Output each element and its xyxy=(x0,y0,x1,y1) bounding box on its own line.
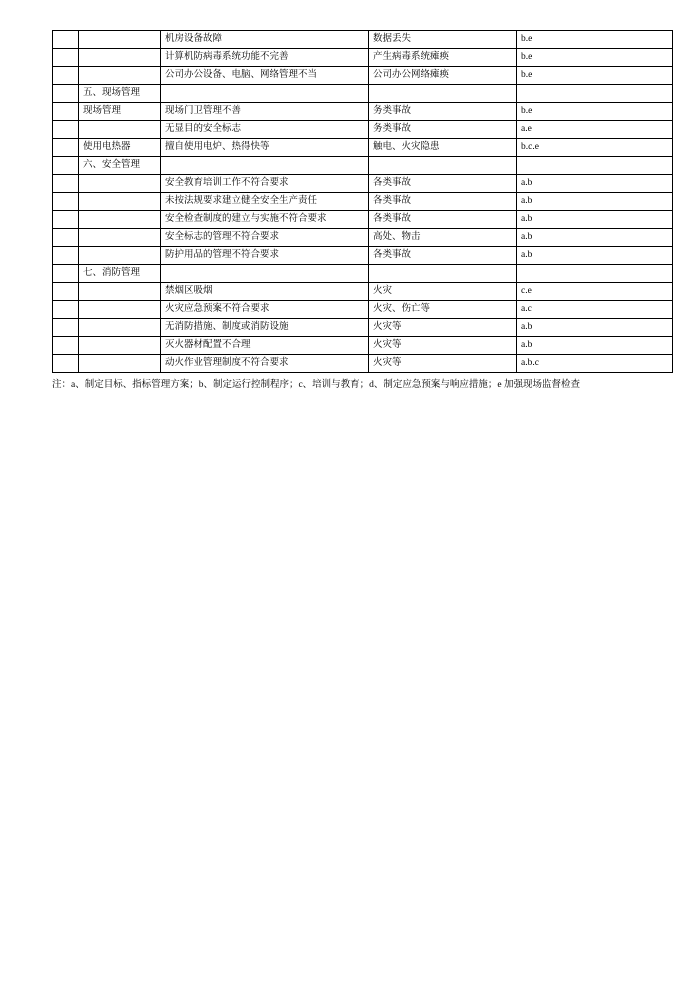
cell-consequence xyxy=(369,85,517,103)
cell-consequence: 各类事故 xyxy=(369,247,517,265)
table-row xyxy=(53,85,673,103)
cell-measures: b.c.e xyxy=(517,139,673,157)
cell-index xyxy=(53,139,79,157)
table-row xyxy=(53,337,673,355)
cell-consequence: 产生病毒系统瘫痪 xyxy=(369,49,517,67)
cell-category: 使用电热器 xyxy=(79,139,161,157)
cell-consequence: 高处、物击 xyxy=(369,229,517,247)
cell-hazard: 计算机防病毒系统功能不完善 xyxy=(161,49,369,67)
cell-hazard xyxy=(161,157,369,175)
table-row xyxy=(53,265,673,283)
cell-hazard: 无消防措施、制度或消防设施 xyxy=(161,319,369,337)
cell-index xyxy=(53,103,79,121)
table-row xyxy=(53,49,673,67)
cell-measures: b.e xyxy=(517,67,673,85)
cell-hazard xyxy=(161,265,369,283)
cell-consequence xyxy=(369,265,517,283)
cell-hazard: 机房设备故障 xyxy=(161,31,369,49)
cell-hazard: 安全教育培训工作不符合要求 xyxy=(161,175,369,193)
table-row xyxy=(53,157,673,175)
cell-consequence: 火灾等 xyxy=(369,337,517,355)
cell-hazard: 公司办公设备、电脑、网络管理不当 xyxy=(161,67,369,85)
cell-index xyxy=(53,247,79,265)
cell-index xyxy=(53,193,79,211)
cell-consequence: 各类事故 xyxy=(369,175,517,193)
cell-measures: a.b.c xyxy=(517,355,673,373)
cell-measures: a.b xyxy=(517,229,673,247)
cell-category xyxy=(79,247,161,265)
cell-index xyxy=(53,283,79,301)
cell-hazard: 未按法规要求建立健全安全生产责任 xyxy=(161,193,369,211)
cell-measures: a.b xyxy=(517,175,673,193)
cell-index xyxy=(53,355,79,373)
cell-consequence: 务类事故 xyxy=(369,103,517,121)
table-row xyxy=(53,319,673,337)
cell-hazard: 擅自使用电炉、热得快等 xyxy=(161,139,369,157)
cell-category: 六、安全管理 xyxy=(79,157,161,175)
cell-category xyxy=(79,283,161,301)
table-row xyxy=(53,355,673,373)
cell-hazard xyxy=(161,85,369,103)
cell-measures xyxy=(517,157,673,175)
table-row xyxy=(53,103,673,121)
cell-index xyxy=(53,175,79,193)
cell-index xyxy=(53,337,79,355)
cell-measures: b.e xyxy=(517,49,673,67)
cell-category: 七、消防管理 xyxy=(79,265,161,283)
cell-category xyxy=(79,121,161,139)
cell-measures: a.b xyxy=(517,211,673,229)
cell-index xyxy=(53,229,79,247)
cell-measures: b.e xyxy=(517,103,673,121)
cell-measures: a.b xyxy=(517,337,673,355)
cell-consequence: 各类事故 xyxy=(369,193,517,211)
cell-hazard: 火灾应急预案不符合要求 xyxy=(161,301,369,319)
cell-consequence: 火灾、伤亡等 xyxy=(369,301,517,319)
cell-measures: a.e xyxy=(517,121,673,139)
cell-consequence: 火灾等 xyxy=(369,319,517,337)
cell-consequence: 火灾 xyxy=(369,283,517,301)
cell-measures: c.e xyxy=(517,283,673,301)
cell-category xyxy=(79,355,161,373)
table-row xyxy=(53,301,673,319)
cell-index xyxy=(53,31,79,49)
cell-consequence xyxy=(369,157,517,175)
table-body xyxy=(53,31,673,373)
cell-category xyxy=(79,193,161,211)
cell-hazard: 禁烟区吸烟 xyxy=(161,283,369,301)
cell-index xyxy=(53,319,79,337)
cell-measures xyxy=(517,265,673,283)
cell-category xyxy=(79,229,161,247)
table-row xyxy=(53,211,673,229)
table-row xyxy=(53,121,673,139)
table-row xyxy=(53,31,673,49)
cell-hazard: 动火作业管理制度不符合要求 xyxy=(161,355,369,373)
cell-hazard: 安全标志的管理不符合要求 xyxy=(161,229,369,247)
cell-measures: b.e xyxy=(517,31,673,49)
cell-category xyxy=(79,67,161,85)
cell-measures xyxy=(517,85,673,103)
table-row xyxy=(53,283,673,301)
cell-hazard: 防护用品的管理不符合要求 xyxy=(161,247,369,265)
cell-index xyxy=(53,301,79,319)
table-row xyxy=(53,247,673,265)
cell-index xyxy=(53,265,79,283)
cell-index xyxy=(53,67,79,85)
cell-category xyxy=(79,175,161,193)
table-row xyxy=(53,67,673,85)
cell-category xyxy=(79,301,161,319)
table-footnote: 注：a、制定目标、指标管理方案；b、制定运行控制程序；c、培训与教育；d、制定应急预案与响应措施；e 加强现场监督检查 xyxy=(52,380,581,390)
cell-index xyxy=(53,211,79,229)
cell-hazard: 现场门卫管理不善 xyxy=(161,103,369,121)
cell-category xyxy=(79,319,161,337)
cell-index xyxy=(53,85,79,103)
cell-category: 现场管理 xyxy=(79,103,161,121)
cell-consequence: 数据丢失 xyxy=(369,31,517,49)
table-row xyxy=(53,139,673,157)
cell-consequence: 触电、火灾隐患 xyxy=(369,139,517,157)
cell-consequence: 务类事故 xyxy=(369,121,517,139)
cell-category xyxy=(79,49,161,67)
cell-measures: a.b xyxy=(517,247,673,265)
cell-category xyxy=(79,337,161,355)
table-row xyxy=(53,193,673,211)
cell-measures: a.b xyxy=(517,319,673,337)
cell-measures: a.b xyxy=(517,193,673,211)
cell-index xyxy=(53,157,79,175)
cell-consequence: 公司办公网络瘫痪 xyxy=(369,67,517,85)
cell-index xyxy=(53,121,79,139)
cell-hazard: 安全检查制度的建立与实施不符合要求 xyxy=(161,211,369,229)
cell-consequence: 各类事故 xyxy=(369,211,517,229)
cell-category xyxy=(79,31,161,49)
table-row xyxy=(53,229,673,247)
cell-index xyxy=(53,49,79,67)
table-row xyxy=(53,175,673,193)
cell-measures: a.c xyxy=(517,301,673,319)
cell-category xyxy=(79,211,161,229)
cell-hazard: 灭火器材配置不合理 xyxy=(161,337,369,355)
risk-register-table xyxy=(52,30,673,373)
cell-category: 五、现场管理 xyxy=(79,85,161,103)
cell-hazard: 无显目的安全标志 xyxy=(161,121,369,139)
cell-consequence: 火灾等 xyxy=(369,355,517,373)
